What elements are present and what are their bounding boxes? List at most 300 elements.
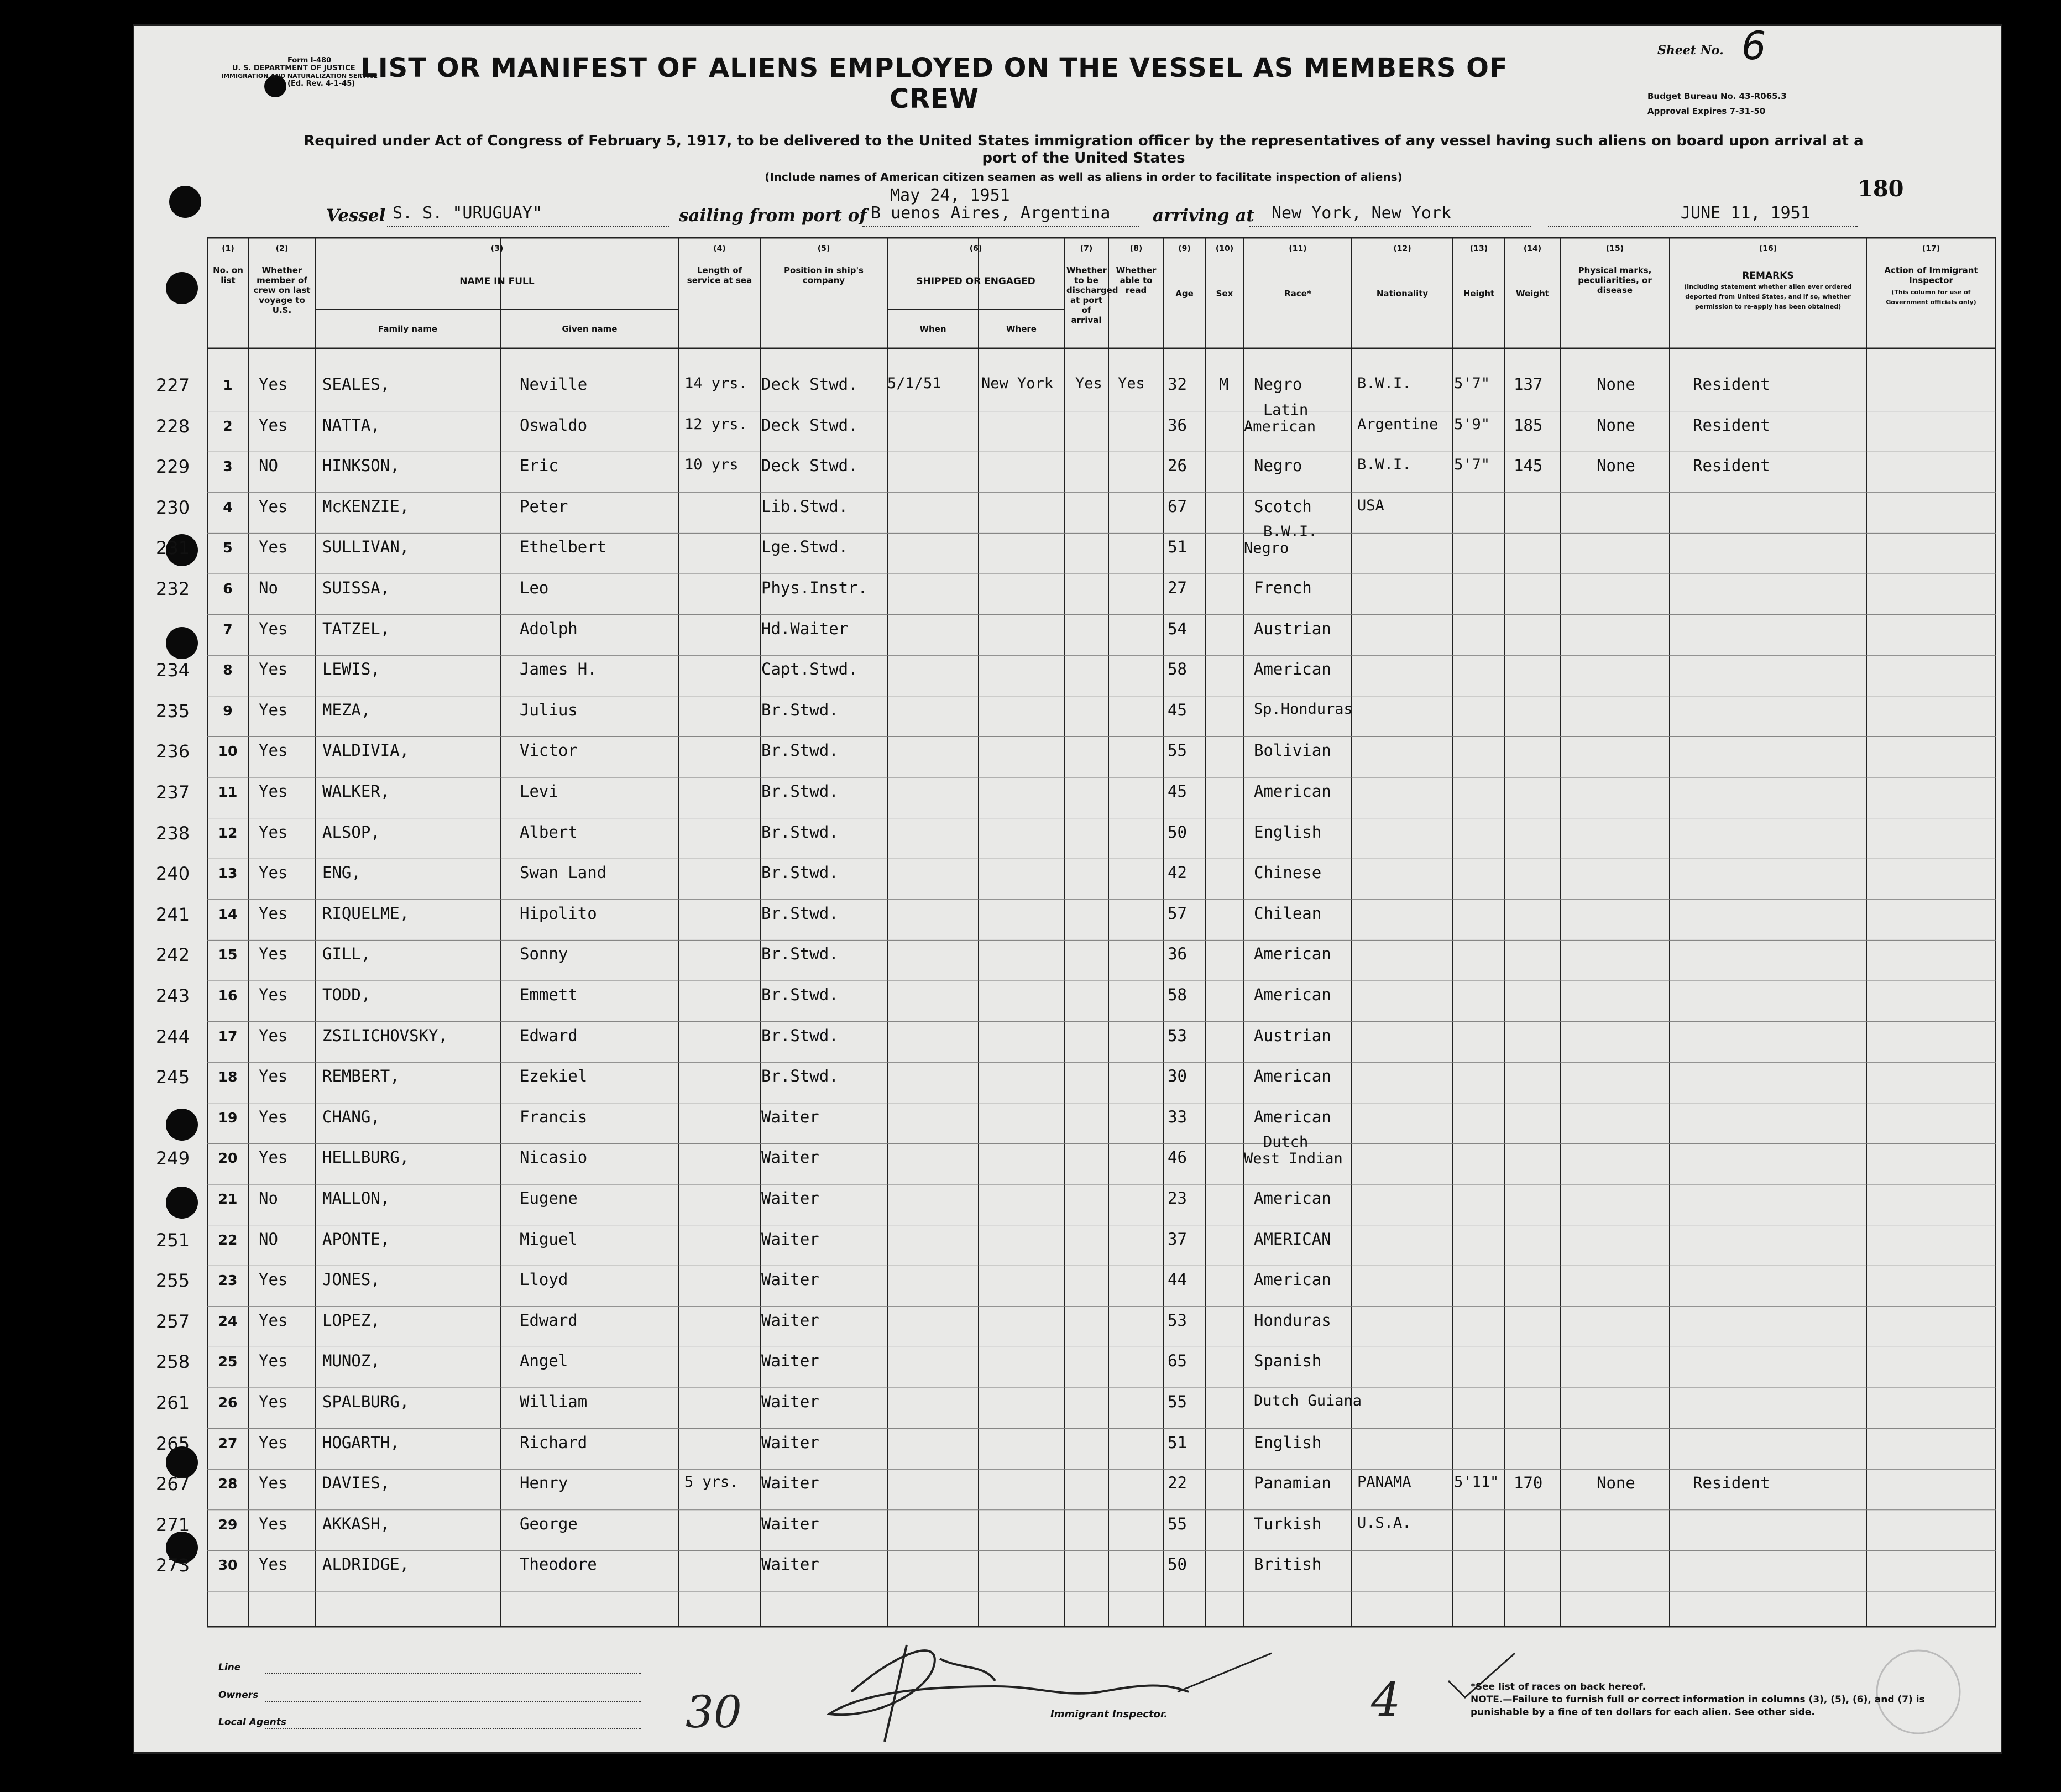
age: 32 bbox=[1168, 375, 1187, 394]
column-header: SHIPPED OR ENGAGED bbox=[916, 276, 1035, 287]
position: Lge.Stwd. bbox=[761, 537, 849, 557]
age: 55 bbox=[1168, 741, 1187, 760]
position: Deck Stwd. bbox=[761, 375, 858, 394]
age: 51 bbox=[1168, 537, 1187, 557]
form-number: Form I-480 bbox=[287, 56, 332, 65]
column-header: NAME IN FULL bbox=[459, 276, 535, 287]
given-name: Eric bbox=[520, 456, 558, 476]
given-name: Swan Land bbox=[520, 863, 607, 882]
last-voyage-value: Yes bbox=[259, 660, 288, 679]
vessel-name: S. S. "URUGUAY" bbox=[393, 203, 542, 223]
margin-row-number: 229 bbox=[156, 456, 190, 478]
given-name: Neville bbox=[520, 375, 588, 394]
age: 30 bbox=[1168, 1067, 1187, 1086]
row-number: 1 bbox=[223, 377, 233, 393]
position: Br.Stwd. bbox=[761, 863, 839, 882]
row-number: 20 bbox=[218, 1150, 238, 1167]
position: Waiter bbox=[761, 1189, 819, 1208]
given-name: Hipolito bbox=[520, 903, 597, 923]
family-name: SUISSA, bbox=[322, 578, 390, 597]
last-voyage-value: Yes bbox=[259, 1026, 288, 1045]
last-voyage-value: Yes bbox=[259, 537, 288, 557]
margin-row-number: 245 bbox=[156, 1067, 190, 1088]
age: 65 bbox=[1168, 1351, 1187, 1371]
position: Phys.Instr. bbox=[761, 578, 868, 597]
family-name: ALSOP, bbox=[322, 822, 380, 842]
family-name: LOPEZ, bbox=[322, 1310, 380, 1330]
family-name: SEALES, bbox=[322, 375, 390, 394]
margin-row-number: 265 bbox=[156, 1433, 190, 1454]
margin-row-number: 227 bbox=[156, 375, 190, 396]
column-number: (8) bbox=[1129, 244, 1143, 253]
position: Lib.Stwd. bbox=[761, 497, 849, 516]
family-name: RIQUELME, bbox=[322, 903, 410, 923]
family-name: APONTE, bbox=[322, 1229, 390, 1248]
row-number: 15 bbox=[218, 947, 238, 963]
race: Spanish bbox=[1254, 1351, 1322, 1371]
sheet-number: 6 bbox=[1741, 23, 1766, 69]
position: Deck Stwd. bbox=[761, 456, 858, 476]
race: American bbox=[1254, 660, 1331, 679]
subheader-given: Given name bbox=[562, 324, 618, 334]
column-number: (6) bbox=[969, 244, 982, 253]
age: 36 bbox=[1168, 415, 1187, 435]
age: 42 bbox=[1168, 863, 1187, 882]
column-number: (5) bbox=[817, 244, 830, 253]
arriving-label: arriving at bbox=[1153, 206, 1254, 226]
row-number: 14 bbox=[218, 906, 238, 922]
position: Deck Stwd. bbox=[761, 415, 858, 435]
position: Waiter bbox=[761, 1270, 819, 1289]
position: Br.Stwd. bbox=[761, 985, 839, 1004]
column-header: Whether to be discharged at port of arrival bbox=[1066, 265, 1118, 325]
column-number: (3) bbox=[490, 244, 504, 253]
row-number: 9 bbox=[223, 702, 233, 719]
position: Waiter bbox=[761, 1310, 819, 1330]
able-to-read: Yes bbox=[1118, 375, 1145, 392]
race: American bbox=[1254, 1107, 1331, 1126]
margin-row-number: 244 bbox=[156, 1026, 190, 1047]
margin-row-number: 235 bbox=[156, 700, 190, 722]
family-name: TODD, bbox=[322, 985, 371, 1004]
age: 53 bbox=[1168, 1310, 1187, 1330]
age: 44 bbox=[1168, 1270, 1187, 1289]
race: Austrian bbox=[1254, 1026, 1331, 1045]
last-voyage-value: Yes bbox=[259, 863, 288, 882]
last-voyage-value: NO bbox=[259, 1229, 278, 1248]
race: Negro bbox=[1254, 456, 1302, 476]
last-voyage-value: NO bbox=[259, 456, 278, 476]
remarks: Resident bbox=[1693, 375, 1770, 394]
local-agents-label: Local Agents bbox=[218, 1717, 287, 1728]
race: British bbox=[1254, 1555, 1322, 1574]
margin-row-number: 238 bbox=[156, 822, 190, 844]
nationality: USA bbox=[1357, 497, 1384, 514]
last-voyage-value: Yes bbox=[259, 700, 288, 719]
discharged-value: Yes bbox=[1075, 375, 1102, 392]
position: Br.Stwd. bbox=[761, 1026, 839, 1045]
service: IMMIGRATION AND NATURALIZATION SERVICE bbox=[221, 72, 378, 80]
race: Sp.Honduras bbox=[1254, 700, 1353, 718]
family-name: HOGARTH, bbox=[322, 1433, 400, 1452]
last-voyage-value: Yes bbox=[259, 497, 288, 516]
race: Negro bbox=[1244, 540, 1289, 557]
race: French bbox=[1254, 578, 1312, 597]
height: 5'7" bbox=[1454, 456, 1490, 474]
row-number: 24 bbox=[218, 1313, 238, 1329]
given-name: Julius bbox=[520, 700, 578, 719]
given-name: Edward bbox=[520, 1026, 578, 1045]
margin-row-number: 232 bbox=[156, 578, 190, 599]
last-voyage-value: Yes bbox=[259, 1555, 288, 1574]
last-voyage-value: Yes bbox=[259, 1270, 288, 1289]
family-name: VALDIVIA, bbox=[322, 741, 410, 760]
race: English bbox=[1254, 822, 1322, 842]
race: American bbox=[1244, 417, 1316, 435]
given-name: Miguel bbox=[520, 1229, 578, 1248]
race: Turkish bbox=[1254, 1514, 1322, 1533]
subheader-action-note: (This column for use of Government officials only) bbox=[1886, 289, 1976, 306]
age: 46 bbox=[1168, 1148, 1187, 1167]
weight: 145 bbox=[1514, 456, 1543, 476]
requirement-line-2: port of the United States bbox=[982, 150, 1185, 166]
race: Dutch bbox=[1263, 1133, 1309, 1151]
nationality: PANAMA bbox=[1357, 1474, 1411, 1491]
row-number: 21 bbox=[218, 1191, 238, 1207]
margin-row-number: 271 bbox=[156, 1514, 190, 1535]
column-header: Age bbox=[1175, 289, 1194, 299]
shipped-when: 5/1/51 bbox=[887, 375, 941, 392]
column-header: Race* bbox=[1284, 289, 1311, 299]
given-name: Oswaldo bbox=[520, 415, 588, 435]
column-number: (2) bbox=[275, 244, 289, 253]
row-number: 27 bbox=[218, 1435, 238, 1451]
footnote-penalty: NOTE.—Failure to furnish full or correct information in columns (3), (5), (6), and (7) is punishable by a fine of ten dollars for each alien. See other side. bbox=[1471, 1694, 1925, 1718]
family-name: LEWIS, bbox=[322, 660, 380, 679]
family-name: HINKSON, bbox=[322, 456, 400, 476]
last-voyage-value: Yes bbox=[259, 1067, 288, 1086]
age: 54 bbox=[1168, 619, 1187, 638]
margin-row-number: 240 bbox=[156, 863, 190, 885]
margin-row-number: 237 bbox=[156, 782, 190, 803]
age: 22 bbox=[1168, 1474, 1187, 1493]
last-voyage-value: Yes bbox=[259, 822, 288, 842]
age: 57 bbox=[1168, 903, 1187, 923]
remarks: Resident bbox=[1693, 1474, 1770, 1493]
height: 5'11" bbox=[1454, 1474, 1499, 1491]
margin-row-number: 243 bbox=[156, 985, 190, 1006]
position: Waiter bbox=[761, 1514, 819, 1533]
given-name: Levi bbox=[520, 782, 558, 801]
column-header: Height bbox=[1463, 289, 1495, 299]
family-name: CHANG, bbox=[322, 1107, 380, 1126]
family-name: JONES, bbox=[322, 1270, 380, 1289]
nationality: U.S.A. bbox=[1357, 1514, 1411, 1532]
given-name: Emmett bbox=[520, 985, 578, 1004]
weight: 185 bbox=[1514, 415, 1543, 435]
margin-row-number: 255 bbox=[156, 1270, 190, 1292]
margin-row-number: 241 bbox=[156, 903, 190, 925]
given-name: Peter bbox=[520, 497, 568, 516]
position: Waiter bbox=[761, 1433, 819, 1452]
margin-row-number: 257 bbox=[156, 1310, 190, 1332]
column-header: Whether member of crew on last voyage to U.S. bbox=[253, 265, 311, 315]
age: 45 bbox=[1168, 700, 1187, 719]
age: 27 bbox=[1168, 578, 1187, 597]
age: 33 bbox=[1168, 1107, 1187, 1126]
margin-row-number: 261 bbox=[156, 1392, 190, 1413]
row-number: 18 bbox=[218, 1069, 238, 1085]
given-name: George bbox=[520, 1514, 578, 1533]
column-header: Sex bbox=[1216, 289, 1233, 299]
family-name: AKKASH, bbox=[322, 1514, 390, 1533]
column-header: Position in ship's company bbox=[784, 265, 864, 285]
position: Br.Stwd. bbox=[761, 944, 839, 964]
arrival-date: JUNE 11, 1951 bbox=[1681, 203, 1811, 223]
document-title: LIST OR MANIFEST OF ALIENS EMPLOYED ON THE VESSEL AS MEMBERS OF CREW bbox=[360, 53, 1508, 114]
margin-row-number: 267 bbox=[156, 1474, 190, 1495]
given-name: Angel bbox=[520, 1351, 568, 1371]
given-name: Adolph bbox=[520, 619, 578, 638]
given-name: Sonny bbox=[520, 944, 568, 964]
race: Bolivian bbox=[1254, 741, 1331, 760]
column-number: (1) bbox=[222, 244, 234, 253]
subheader-where: Where bbox=[1006, 324, 1037, 334]
race: West Indian bbox=[1244, 1150, 1343, 1168]
race: Honduras bbox=[1254, 1310, 1331, 1330]
race: Negro bbox=[1254, 375, 1302, 394]
column-header: Nationality bbox=[1376, 289, 1429, 299]
subheader-when: When bbox=[919, 324, 946, 334]
race: Chilean bbox=[1254, 903, 1322, 923]
column-number: (15) bbox=[1605, 244, 1624, 253]
requirement-line-1: Required under Act of Congress of February 5, 1917, to be delivered to the United States immigration officer by the representatives of any vessel having such aliens on board upon arrival at a bbox=[304, 133, 1864, 149]
owners-label: Owners bbox=[218, 1690, 259, 1701]
margin-row-number: 228 bbox=[156, 415, 190, 437]
margin-row-number: 234 bbox=[156, 660, 190, 681]
column-number: (4) bbox=[713, 244, 726, 253]
column-header: Length of service at sea bbox=[687, 265, 752, 285]
physical-marks: None bbox=[1597, 415, 1635, 435]
race: American bbox=[1254, 1067, 1331, 1086]
position: Waiter bbox=[761, 1392, 819, 1411]
position: Waiter bbox=[761, 1351, 819, 1371]
last-voyage-value: Yes bbox=[259, 619, 288, 638]
last-voyage-value: Yes bbox=[259, 1433, 288, 1452]
row-number: 23 bbox=[218, 1272, 238, 1289]
column-header: Action of Immigrant Inspector bbox=[1884, 265, 1978, 285]
given-name: Francis bbox=[520, 1107, 588, 1126]
edition: (Ed. Rev. 4-1-45) bbox=[287, 80, 355, 88]
column-number: (17) bbox=[1922, 244, 1940, 253]
margin-row-number: 231 bbox=[156, 537, 190, 559]
column-number: (13) bbox=[1469, 244, 1488, 253]
position: Waiter bbox=[761, 1229, 819, 1248]
sheet-number-label: Sheet No. bbox=[1657, 43, 1724, 58]
row-number: 17 bbox=[218, 1028, 238, 1044]
age: 51 bbox=[1168, 1433, 1187, 1452]
family-name: ENG, bbox=[322, 863, 361, 882]
physical-marks: None bbox=[1597, 456, 1635, 476]
service-length: 14 yrs. bbox=[684, 375, 747, 392]
age: 50 bbox=[1168, 822, 1187, 842]
column-header: Weight bbox=[1516, 289, 1549, 299]
last-voyage-value: Yes bbox=[259, 415, 288, 435]
family-name: DAVIES, bbox=[322, 1474, 390, 1493]
given-name: Richard bbox=[520, 1433, 588, 1452]
margin-row-number: 230 bbox=[156, 497, 190, 518]
row-number: 8 bbox=[223, 662, 233, 678]
row-number: 19 bbox=[218, 1109, 238, 1126]
sailing-date: May 24, 1951 bbox=[890, 186, 1010, 205]
stamp-number: 180 bbox=[1858, 176, 1904, 202]
column-header: REMARKS bbox=[1742, 270, 1794, 281]
given-name: Henry bbox=[520, 1474, 568, 1493]
family-name: NATTA, bbox=[322, 415, 380, 435]
include-note: (Include names of American citizen seamen as well as aliens in order to facilitate inspection of aliens) bbox=[765, 170, 1403, 184]
family-name: ZSILICHOVSKY, bbox=[322, 1026, 448, 1045]
margin-row-number: 236 bbox=[156, 741, 190, 762]
last-voyage-value: Yes bbox=[259, 903, 288, 923]
family-name: SULLIVAN, bbox=[322, 537, 410, 557]
handwritten-count: 4 bbox=[1371, 1673, 1401, 1727]
race: Panamian bbox=[1254, 1474, 1331, 1493]
given-name: James H. bbox=[520, 660, 597, 679]
position: Waiter bbox=[761, 1148, 819, 1167]
line-label: Line bbox=[218, 1662, 241, 1673]
last-voyage-value: Yes bbox=[259, 1351, 288, 1371]
last-voyage-value: Yes bbox=[259, 1392, 288, 1411]
race: American bbox=[1254, 1189, 1331, 1208]
footnote bbox=[1471, 1681, 1968, 1719]
position: Hd.Waiter bbox=[761, 619, 849, 638]
race: Latin bbox=[1263, 401, 1309, 419]
family-name: McKENZIE, bbox=[322, 497, 410, 516]
family-name: MUNOZ, bbox=[322, 1351, 380, 1371]
race: Chinese bbox=[1254, 863, 1322, 882]
given-name: William bbox=[520, 1392, 588, 1411]
height: 5'7" bbox=[1454, 375, 1490, 392]
row-number: 11 bbox=[218, 784, 238, 800]
row-number: 28 bbox=[218, 1476, 238, 1492]
family-name: MALLON, bbox=[322, 1189, 390, 1208]
physical-marks: None bbox=[1597, 1474, 1635, 1493]
race: English bbox=[1254, 1433, 1322, 1452]
given-name: Ethelbert bbox=[520, 537, 607, 557]
age: 37 bbox=[1168, 1229, 1187, 1248]
height: 5'9" bbox=[1454, 415, 1490, 433]
last-voyage-value: Yes bbox=[259, 1310, 288, 1330]
column-header: No. on list bbox=[213, 265, 243, 285]
margin-row-number: 249 bbox=[156, 1148, 190, 1169]
last-voyage-value: Yes bbox=[259, 1107, 288, 1126]
last-voyage-value: Yes bbox=[259, 741, 288, 760]
last-voyage-value: Yes bbox=[259, 1474, 288, 1493]
given-name: Victor bbox=[520, 741, 578, 760]
margin-row-number: 251 bbox=[156, 1229, 190, 1251]
service-length: 12 yrs. bbox=[684, 415, 747, 433]
position: Br.Stwd. bbox=[761, 782, 839, 801]
column-number: (11) bbox=[1289, 244, 1307, 253]
given-name: Theodore bbox=[520, 1555, 597, 1574]
column-header: Physical marks, peculiarities, or disease bbox=[1578, 265, 1652, 295]
given-name: Leo bbox=[520, 578, 549, 597]
remarks: Resident bbox=[1693, 456, 1770, 476]
age: 67 bbox=[1168, 497, 1187, 516]
race: Dutch Guiana bbox=[1254, 1392, 1362, 1409]
last-voyage-value: No bbox=[259, 578, 278, 597]
row-number: 3 bbox=[223, 458, 233, 475]
row-number: 6 bbox=[223, 581, 233, 597]
subheader-remarks-note: (Including statement whether alien ever ordered deported from United States, and if so, whether permission to re-apply has been obtained) bbox=[1684, 283, 1852, 310]
given-name: Eugene bbox=[520, 1189, 578, 1208]
footnote-races: *See list of races on back hereof. bbox=[1471, 1681, 1646, 1692]
race: American bbox=[1254, 985, 1331, 1004]
position: Br.Stwd. bbox=[761, 903, 839, 923]
age: 58 bbox=[1168, 985, 1187, 1004]
departure-port: B uenos Aires, Argentina bbox=[871, 203, 1111, 223]
position: Br.Stwd. bbox=[761, 1067, 839, 1086]
last-voyage-value: Yes bbox=[259, 944, 288, 964]
approval-expires: Approval Expires 7-31-50 bbox=[1647, 106, 1766, 116]
service-length: 10 yrs bbox=[684, 456, 739, 474]
vessel-label: Vessel bbox=[326, 206, 386, 226]
department: U. S. DEPARTMENT OF JUSTICE bbox=[232, 64, 355, 72]
column-number: (14) bbox=[1523, 244, 1542, 253]
position: Br.Stwd. bbox=[761, 700, 839, 719]
race: Austrian bbox=[1254, 619, 1331, 638]
age: 23 bbox=[1168, 1189, 1187, 1208]
row-number: 7 bbox=[223, 621, 233, 638]
family-name: MEZA, bbox=[322, 700, 371, 719]
column-number: (16) bbox=[1759, 244, 1777, 253]
sailing-label: sailing from port of bbox=[679, 206, 867, 226]
row-number: 29 bbox=[218, 1516, 238, 1533]
last-voyage-value: Yes bbox=[259, 1514, 288, 1533]
race: American bbox=[1254, 944, 1331, 964]
sex: M bbox=[1219, 375, 1229, 394]
age: 55 bbox=[1168, 1514, 1187, 1533]
position: Br.Stwd. bbox=[761, 822, 839, 842]
race: American bbox=[1254, 1270, 1331, 1289]
column-number: (7) bbox=[1080, 244, 1093, 253]
age: 55 bbox=[1168, 1392, 1187, 1411]
weight: 170 bbox=[1514, 1474, 1543, 1493]
row-number: 30 bbox=[218, 1557, 238, 1574]
position: Br.Stwd. bbox=[761, 741, 839, 760]
row-number: 10 bbox=[218, 743, 238, 760]
arrival-port: New York, New York bbox=[1272, 203, 1452, 223]
handwritten-total: 30 bbox=[686, 1686, 742, 1738]
service-length: 5 yrs. bbox=[684, 1474, 739, 1491]
weight: 137 bbox=[1514, 375, 1543, 394]
age: 45 bbox=[1168, 782, 1187, 801]
row-number: 26 bbox=[218, 1394, 238, 1410]
family-name: SPALBURG, bbox=[322, 1392, 410, 1411]
column-number: (10) bbox=[1215, 244, 1234, 253]
family-name: REMBERT, bbox=[322, 1067, 400, 1086]
margin-row-number: 258 bbox=[156, 1351, 190, 1373]
row-number: 4 bbox=[223, 499, 233, 515]
family-name: WALKER, bbox=[322, 782, 390, 801]
given-name: Edward bbox=[520, 1310, 578, 1330]
age: 53 bbox=[1168, 1026, 1187, 1045]
last-voyage-value: Yes bbox=[259, 782, 288, 801]
margin-row-number: 273 bbox=[156, 1555, 190, 1576]
position: Waiter bbox=[761, 1555, 819, 1574]
race: American bbox=[1254, 782, 1331, 801]
family-name: HELLBURG, bbox=[322, 1148, 410, 1167]
